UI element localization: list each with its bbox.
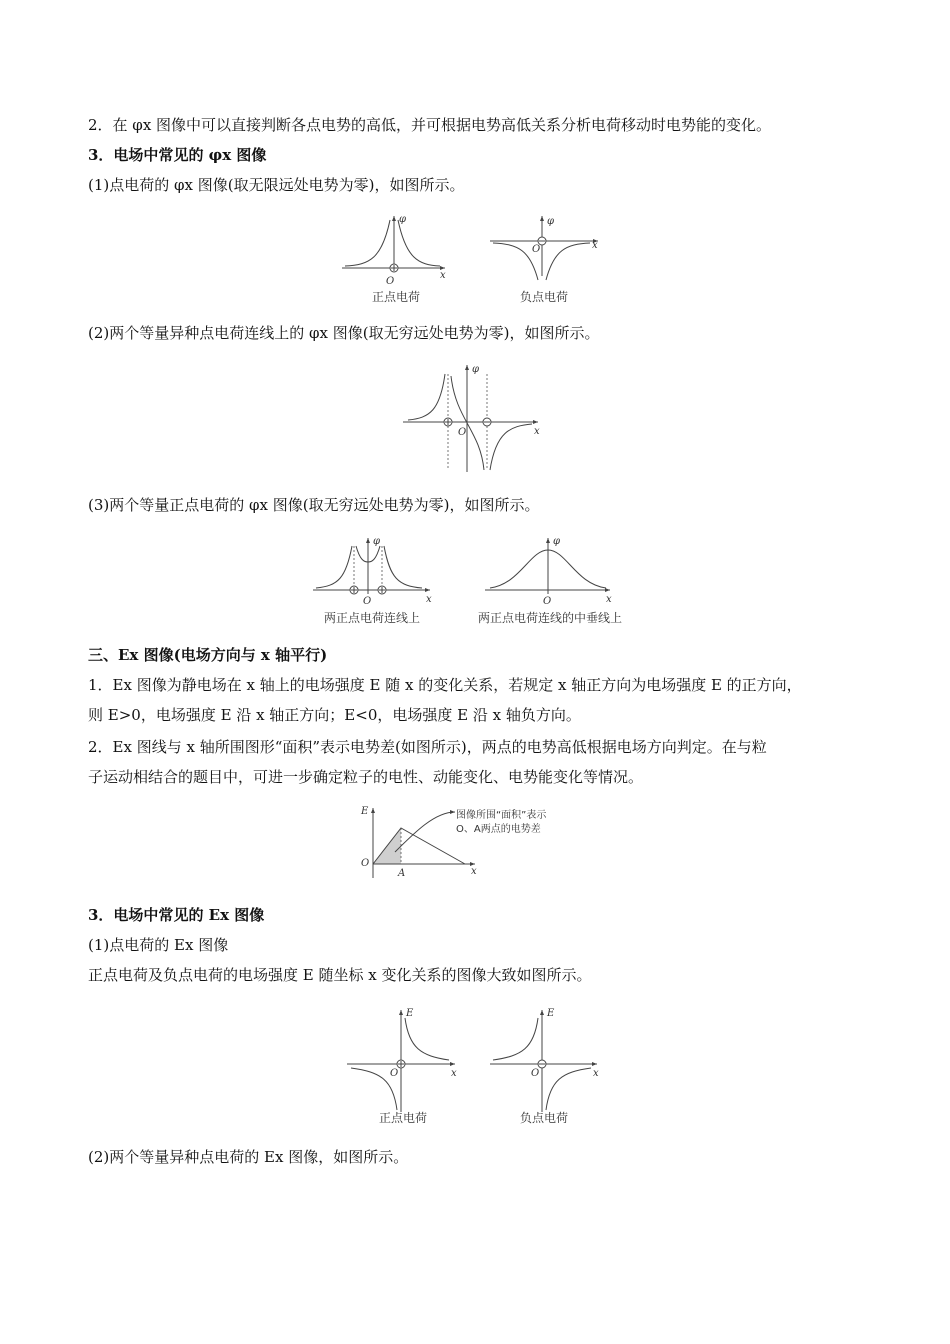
figure-equal-positive-phi (310, 532, 640, 632)
figure-point-charge-phi-svg (340, 210, 610, 310)
svg-text:E: E (361, 806, 369, 817)
svg-text:φ: φ (373, 536, 381, 547)
caption-positive-e: 正点电荷 (379, 1111, 428, 1125)
area-note-1: 图像所围“面积”表示 (456, 810, 547, 821)
svg-text:E: E (547, 1008, 555, 1019)
caption-negative-e: 负点电荷 (520, 1111, 569, 1125)
paragraph-ex-1b: 则 E>0，电场强度 E 沿 x 轴正方向；E<0，电场强度 E 沿 x 轴负方向。 (88, 706, 581, 724)
svg-text:O: O (458, 427, 467, 438)
svg-text:O: O (390, 1068, 399, 1079)
svg-text:x: x (592, 240, 598, 251)
figure-dipole-phi-svg (400, 360, 550, 475)
figure-point-charge-phi (340, 210, 610, 310)
figure-dipole-phi (400, 360, 550, 475)
paragraph-ex-1a: 1．Ex 图像为静电场在 x 轴上的电场强度 E 随 x 的变化关系，若规定 x 轴正方向为电场强度 E 的正方向， (88, 676, 802, 694)
subheading-point-charge-phi: (1)点电荷的 φx 图像(取无限远处电势为零)，如图所示。 (88, 176, 465, 194)
svg-text:φ: φ (553, 536, 561, 547)
caption-perpendicular: 两正点电荷连线的中垂线上 (478, 611, 623, 625)
subheading-dipole-phi: (2)两个等量异种点电荷连线上的 φx 图像(取无穷远处电势为零)，如图所示。 (88, 324, 600, 342)
svg-text:x: x (534, 426, 540, 437)
section-heading-ex: 三、Ex 图像(电场方向与 x 轴平行) (88, 646, 328, 664)
figure-ex-area (355, 802, 595, 882)
svg-text:A: A (398, 868, 406, 879)
caption-positive: 正点电荷 (372, 290, 421, 304)
area-note-2: O、A两点的电势差 (456, 824, 541, 835)
svg-text:x: x (606, 594, 612, 605)
svg-text:φ: φ (472, 364, 480, 375)
svg-text:O: O (361, 858, 370, 869)
svg-text:O: O (543, 596, 552, 607)
paragraph-phi-judge: 2．在 φx 图像中可以直接判断各点电势的高低，并可根据电势高低关系分析电荷移动时电势能的变化。 (88, 116, 772, 134)
phi-label: φ (399, 214, 407, 225)
heading-phi-common: 3．电场中常见的 φx 图像 (88, 146, 267, 164)
svg-text:x: x (426, 594, 432, 605)
svg-text:O: O (531, 1068, 540, 1079)
caption-negative: 负点电荷 (520, 290, 569, 304)
origin-label: O (386, 276, 395, 287)
paragraph-ex-2a: 2．Ex 图线与 x 轴所围图形“面积”表示电势差(如图所示)，两点的电势高低根据电场方向判定。在与粒 (88, 738, 767, 756)
figure-equal-positive-phi-svg (310, 532, 640, 632)
figure-point-charge-ex (345, 1004, 615, 1129)
subheading-point-ex: (1)点电荷的 Ex 图像 (88, 936, 229, 954)
svg-text:φ: φ (547, 216, 555, 227)
svg-text:x: x (471, 866, 477, 877)
svg-text:O: O (532, 244, 541, 255)
subheading-equal-positive-phi: (3)两个等量正点电荷的 φx 图像(取无穷远处电势为零)，如图所示。 (88, 496, 540, 514)
subheading-dipole-ex: (2)两个等量异种点电荷的 Ex 图像，如图所示。 (88, 1148, 409, 1166)
figure-point-charge-ex-svg (345, 1004, 615, 1129)
paragraph-ex-2b: 子运动相结合的题目中，可进一步确定粒子的电性、动能变化、电势能变化等情况。 (88, 768, 644, 786)
paragraph-point-ex: 正点电荷及负点电荷的电场强度 E 随坐标 x 变化关系的图像大致如图所示。 (88, 966, 592, 984)
x-label: x (440, 270, 446, 281)
svg-text:x: x (593, 1068, 599, 1079)
figure-ex-area-svg (355, 802, 595, 882)
svg-text:O: O (363, 596, 372, 607)
heading-ex-common: 3．电场中常见的 Ex 图像 (88, 906, 265, 924)
svg-text:x: x (451, 1068, 457, 1079)
svg-text:E: E (406, 1008, 414, 1019)
caption-line: 两正点电荷连线上 (324, 611, 421, 625)
